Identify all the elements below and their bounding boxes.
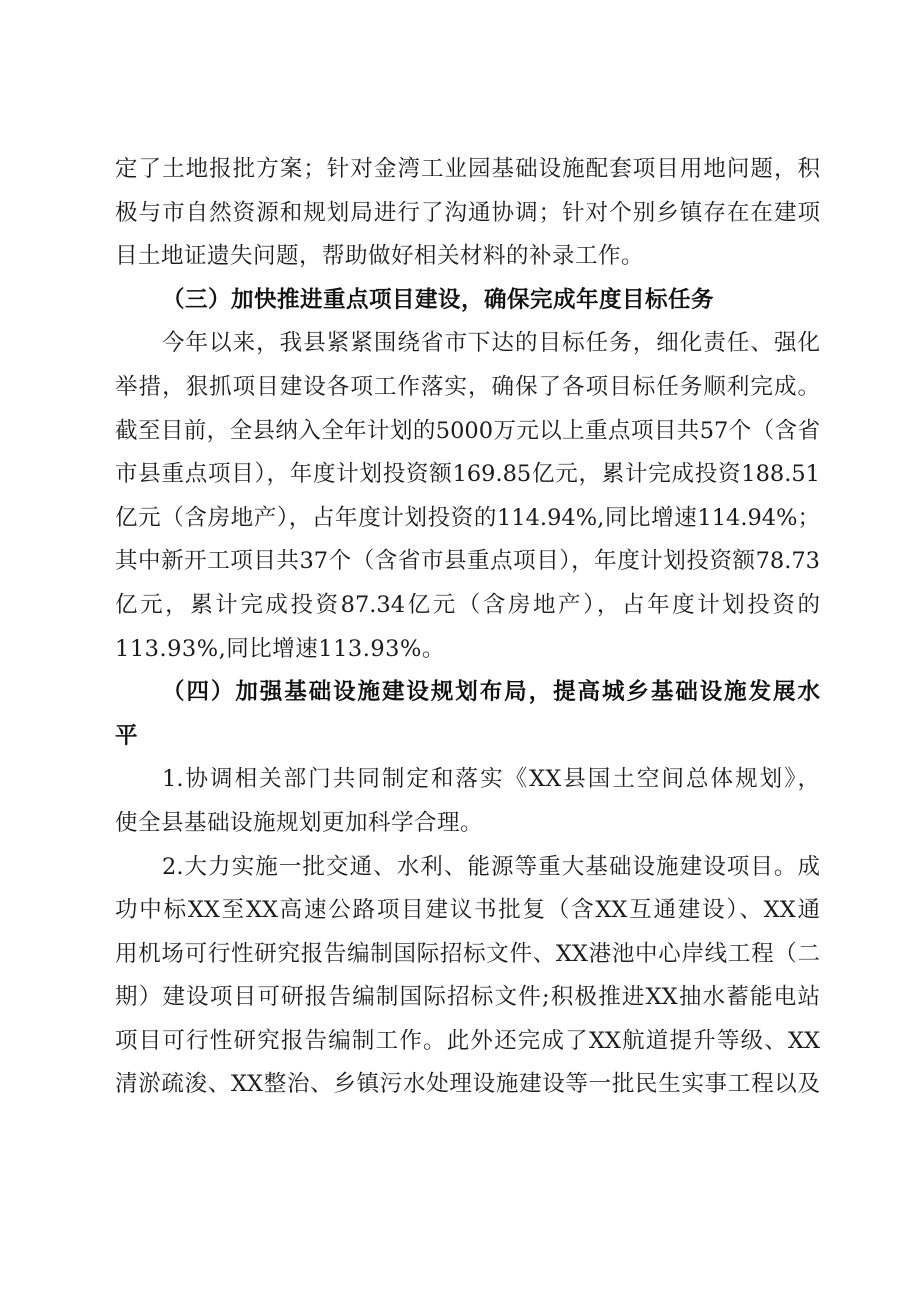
body-text-line: 113.93%,同比增速113.93%。 <box>115 635 445 662</box>
body-text-line: 截至目前，全县纳入全年计划的5000万元以上重点项目共57个（含省 <box>115 417 820 444</box>
body-text-line: 其中新开工项目共37个（含省市县重点项目），年度计划投资额78.73 <box>115 548 820 575</box>
section-heading-4-wrap: 平 <box>115 722 139 749</box>
body-text-line: 目土地证遗失问题，帮助做好相关材料的补录工作。 <box>115 243 645 270</box>
body-text-line: 用机场可行性研究报告编制国际招标文件、XX港池中心岸线工程（二 <box>115 940 820 967</box>
body-text-line: 今年以来，我县紧紧围绕省市下达的目标任务，细化责任、强化 <box>162 330 820 357</box>
body-text-line: 使全县基础设施规划更加科学合理。 <box>115 809 484 836</box>
body-text-line: 极与市自然资源和规划局进行了沟通协调；针对个别乡镇存在在建项 <box>115 199 820 226</box>
body-text-line: 亿元（含房地产），占年度计划投资的114.94%,同比增速114.94%； <box>115 504 820 531</box>
body-text-line: 定了土地报批方案；针对金湾工业园基础设施配套项目用地问题，积 <box>115 156 820 182</box>
body-text-line: 举措，狠抓项目建设各项工作落实，确保了各项目标任务顺利完成。 <box>115 373 820 400</box>
document-body-text <box>115 148 820 1107</box>
body-text-line: 项目可行性研究报告编制工作。此外还完成了XX航道提升等级、XX <box>115 1027 820 1054</box>
body-text-line: 亿元，累计完成投资87.34亿元（含房地产），占年度计划投资的 <box>115 591 820 618</box>
body-text-line: 期）建设项目可研报告编制国际招标文件;积极推进XX抽水蓄能电站 <box>115 984 820 1011</box>
body-text-line: 功中标XX至XX高速公路项目建议书批复（含XX互通建设）、XX通 <box>115 897 820 924</box>
section-heading-4: （四）加强基础设施建设规划布局，提高城乡基础设施发展水 <box>162 679 820 706</box>
body-text-line: 1.协调相关部门共同制定和落实《XX县国土空间总体规划》， <box>162 766 820 793</box>
body-text-line: 清淤疏浚、XX整治、乡镇污水处理设施建设等一批民生实事工程以及 <box>115 1071 820 1098</box>
section-heading-3: （三）加快推进重点项目建设，确保完成年度目标任务 <box>162 286 715 313</box>
body-text-line: 市县重点项目），年度计划投资额169.85亿元，累计完成投资188.51 <box>115 461 820 488</box>
body-text-line: 2.大力实施一批交通、水利、能源等重大基础设施建设项目。成 <box>162 853 820 880</box>
